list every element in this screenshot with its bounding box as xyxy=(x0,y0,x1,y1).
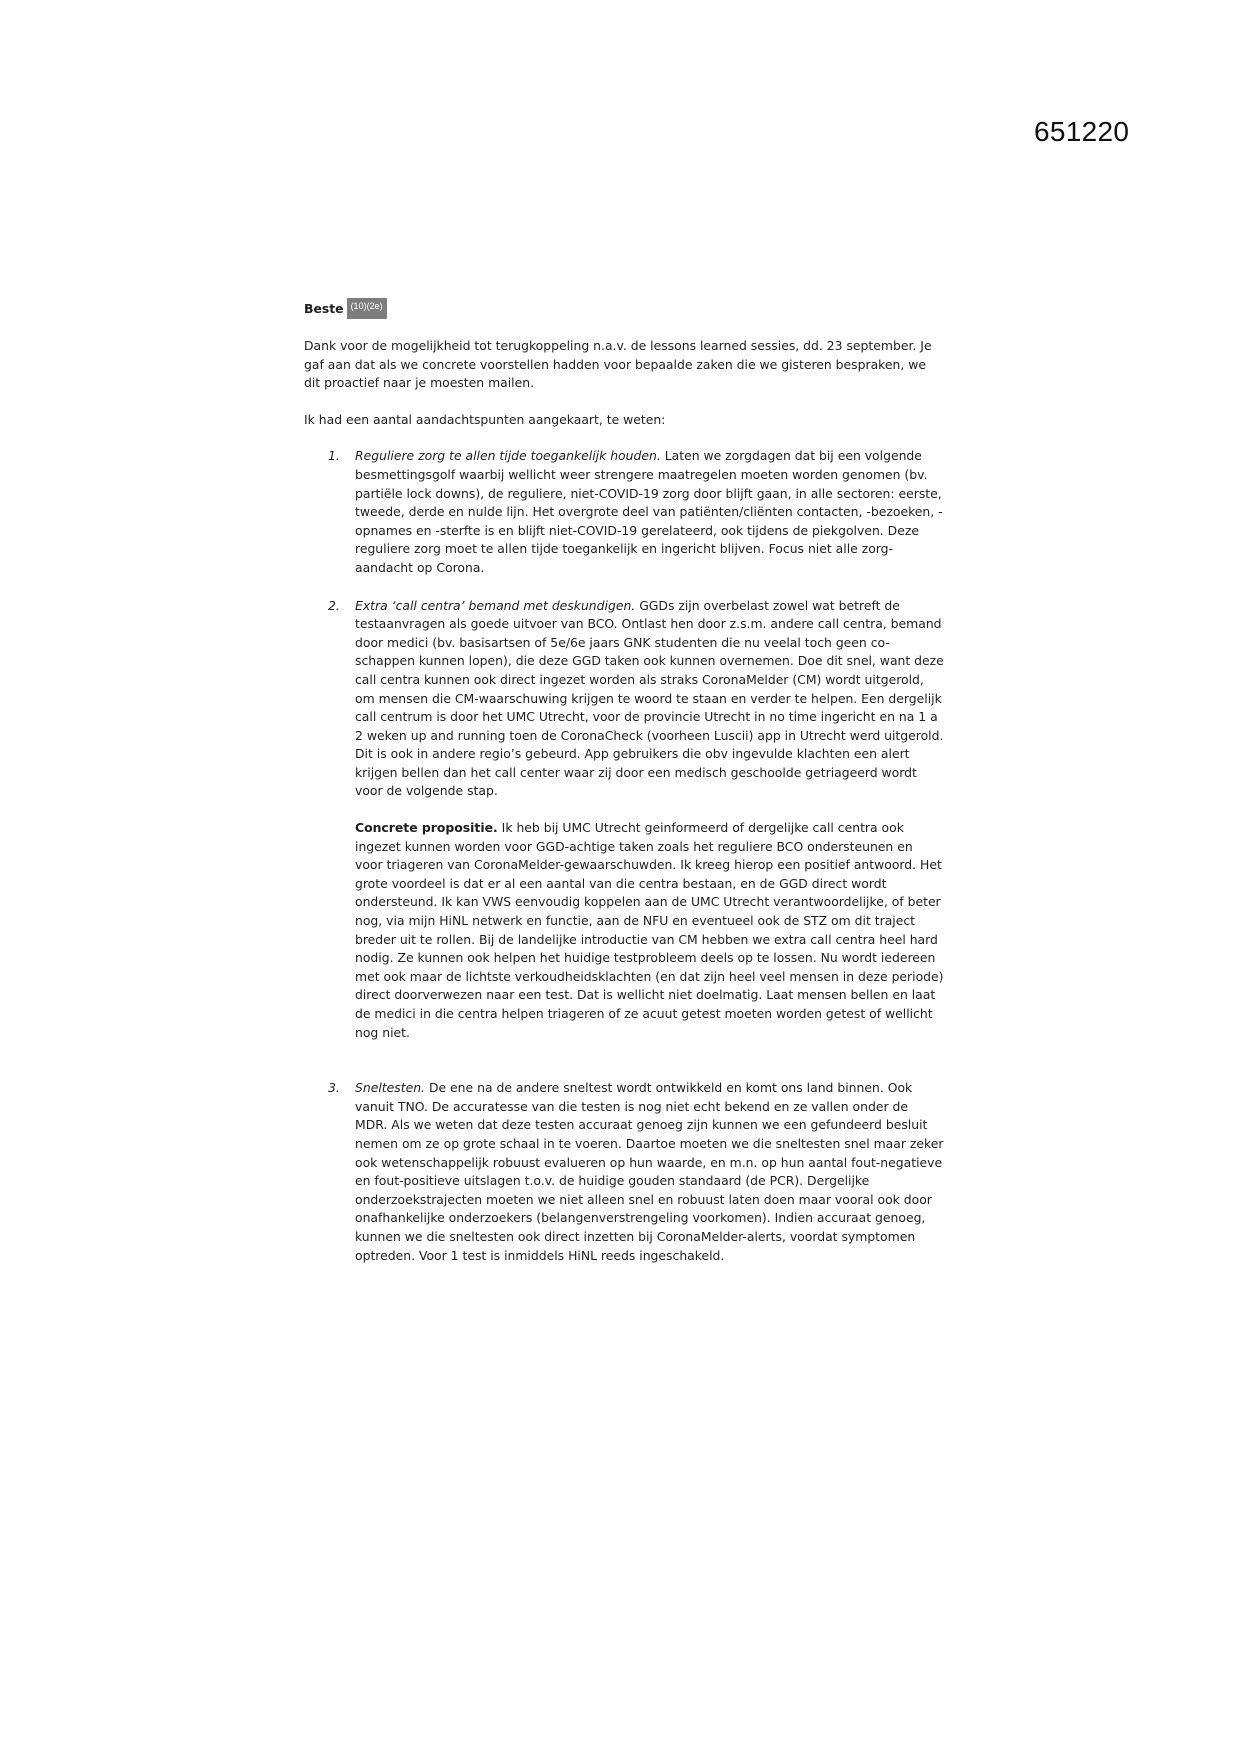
points-list xyxy=(304,447,944,1265)
proposition-body: Ik heb bij UMC Utrecht geinformeerd of dergelijke call centra ook ingezet kunnen worden voor GGD-achtige taken zoals het reguliere BCO ondersteunen en voor triageren van CoronaMelder-gewaarschuwden. Ik kreeg hierop een positief antwoord. Het grote voordeel is dat er al een aantal van die centra bestaan, en de GGD direct wordt ondersteund. Ik kan VWS eenvoudig koppelen aan de UMC Utrecht verantwoordelijke, of beter nog, via mijn HiNL netwerk en functie, aan de NFU en eventueel ook de STZ om dit traject breder uit te rollen. Bij de landelijke introductie van CM hebben we extra call centra heel hard nodig. Ze kunnen ook helpen het huidige testprobleem deels op te lossen. Nu wordt iedereen met ook maar de lichtste verkoudheidsklachten (en dat zijn heel veel mensen in deze periode) direct doorverwezen naar een test. Dat is wellicht niet doelmatig. Laat mensen bellen en laat de medici in die centra helpen triageren of ze acuut getest moeten worden getest of wellicht nog niet. xyxy=(355,820,944,1040)
proposition-paragraph xyxy=(355,819,944,1042)
list-number: 2. xyxy=(328,597,340,613)
point-title: Sneltesten. xyxy=(355,1080,425,1096)
point-body: GGDs zijn overbelast zowel wat betreft de testaanvragen als goede uitvoer van BCO. Ontlast hen door z.s.m. andere call centra, bemand door medici (bv. basisartsen of 5e/6e jaars GNK studenten die nu veelal toch geen co-schappen kunnen lopen), die deze GGD taken ook kunnen overnemen. Doe dit snel, want deze call centra kunnen ook direct ingezet worden als straks CoronaMelder (CM) wordt uitgerold, om mensen die CM-waarschuwing krijgen te woord te staan en verder te helpen. Een dergelijk call centrum is door het UMC Utrecht, voor de provincie Utrecht in no time ingericht en na 1 a 2 weken up and running toen de CoronaCheck (voorheen Luscii) app in Utrecht werd uitgerold. Dit is ook in andere regio’s gebeurd. App gebruikers die obv ingevulde klachten een alert krijgen bellen dan het call center waar zij door een medisch geschoolde getriageerd wordt voor de volgende stap. xyxy=(355,597,944,799)
lead-paragraph: Ik had een aantal aandachtspunten aangekaart, te weten: xyxy=(304,411,666,427)
point-text xyxy=(355,1079,944,1265)
redaction-block: (10)(2e) xyxy=(347,298,387,319)
list-item xyxy=(304,597,944,1043)
point-text xyxy=(355,447,944,577)
proposition-title: Concrete propositie. xyxy=(355,820,498,836)
point-body: De ene na de andere sneltest wordt ontwikkeld en komt ons land binnen. Ook vanuit TNO. De accuratesse van die testen is nog niet echt bekend en ze vallen onder de MDR. Als we weten dat deze testen accuraat genoeg zijn kunnen we een gefundeerd besluit nemen om ze op grote schaal in te voeren. Daartoe moeten we die sneltesten snel maar zeker ook wetenschappelijk robuust evalueren op hun waarde, en m.n. op hun aantal fout-negatieve en fout-positieve uitslagen t.o.v. de huidige gouden standaard (de PCR). Dergelijke onderzoekstrajecten moeten we niet alleen snel en robuust laten doen maar vooral ook door onafhankelijke onderzoekers (belangenverstrengeling voorkomen). Indien accuraat genoeg, kunnen we die sneltesten ook direct inzetten bij CoronaMelder-alerts, voordat symptomen optreden. Voor 1 test is inmiddels HiNL reeds ingeschakeld. xyxy=(355,1080,944,1263)
point-text xyxy=(355,597,944,802)
point-title: Reguliere zorg te allen tijde toegankelijk houden. xyxy=(355,448,661,464)
point-body: Laten we zorgdagen dat bij een volgende besmettingsgolf waarbij wellicht weer strengere maatregelen moeten worden genomen (bv. partiële lock downs), de reguliere, niet-COVID-19 zorg door blijft gaan, in alle sectoren: eerste, tweede, derde en nulde lijn. Het overgrote deel van patiënten/cliënten contacten, -bezoeken, -opnames en -sterfte is en blijft niet-COVID-19 gerelateerd, ook tijdens de piekgolven. Deze reguliere zorg moet te allen tijde toegankelijk en ingericht blijven. Focus niet alle zorg-aandacht op Corona. xyxy=(355,448,943,575)
greeting-label: Beste xyxy=(304,301,344,316)
document-number: 651220 xyxy=(1034,116,1130,147)
list-item xyxy=(304,447,944,577)
list-item xyxy=(304,1079,944,1265)
list-number: 3. xyxy=(328,1080,340,1096)
point-title: Extra ‘call centra’ bemand met deskundigen. xyxy=(355,597,636,613)
greeting xyxy=(304,300,944,319)
intro-paragraph: Dank voor de mogelijkheid tot terugkoppeling n.a.v. de lessons learned sessies, dd. 23 september. Je gaf aan dat als we concrete voorstellen hadden voor bepaalde zaken die we gisteren bespraken, we dit proactief naar je moesten mailen. xyxy=(304,338,932,391)
letter-body xyxy=(304,300,944,1265)
list-number: 1. xyxy=(328,448,340,464)
